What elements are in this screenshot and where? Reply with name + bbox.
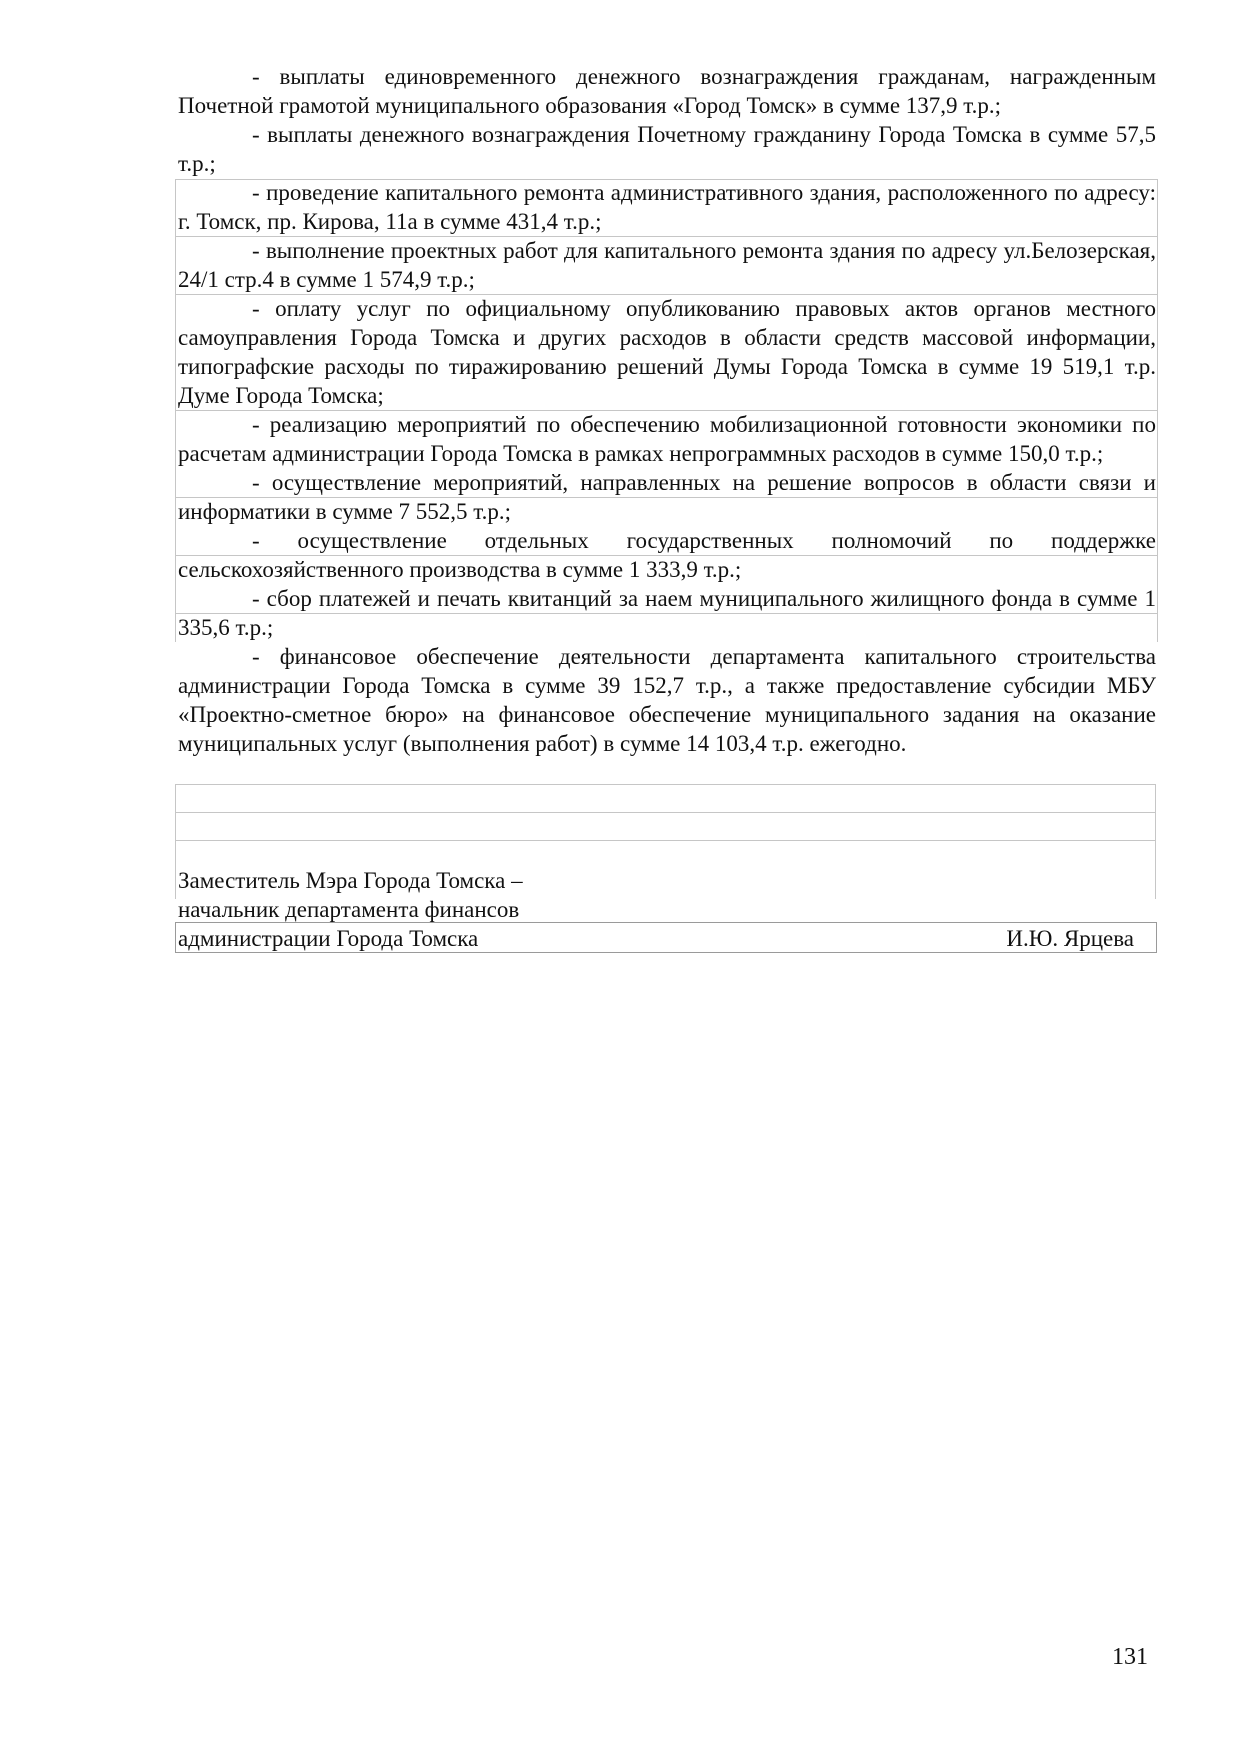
empty-row xyxy=(175,784,1156,813)
row-divider xyxy=(175,294,1158,295)
signature-line-2: начальник департамента финансов xyxy=(178,897,520,922)
paragraph-1: - выплаты единовременного денежного вознаграждения гражданам, награжденным Почетной грамотой муниципального образования «Город Томск» в сумме 137,9 т.р.; xyxy=(178,64,1156,118)
paragraph-6: - реализацию мероприятий по обеспечению мобилизационной готовности экономики по расчетам администрации Города Томска в рамках непрограммных расходов в сумме 150,0 т.р.; xyxy=(178,412,1156,466)
paragraph-7: - осуществление мероприятий, направленных на решение вопросов в области связи и информатики в сумме 7 552,5 т.р.; xyxy=(178,470,1156,524)
table-block xyxy=(178,178,1156,642)
signature-block xyxy=(178,866,1156,953)
signature-row xyxy=(178,924,1156,953)
row-divider xyxy=(175,555,1158,556)
page-number: 131 xyxy=(1112,1644,1148,1670)
paragraph-5: - оплату услуг по официальному опубликованию правовых актов органов местного самоуправления Города Томска и других расходов в области средств массовой информации, типографские расходы по тиражированию решений Думы Города Томска в сумме 19 519,1 т.р. Думе Города Томска; xyxy=(178,296,1156,408)
document-body xyxy=(178,62,1156,758)
row-divider xyxy=(175,497,1158,498)
row-divider xyxy=(175,410,1158,411)
paragraph-3: - проведение капитального ремонта административного здания, расположенного по адресу: г. Томск, пр. Кирова, 11а в сумме 431,4 т.р.; xyxy=(178,180,1156,234)
paragraph-10: - финансовое обеспечение деятельности департамента капитального строительства администрации Города Томска в сумме 39 152,7 т.р., а также предоставление субсидии МБУ «Проектно-сметное бюро» на финансовое обеспечение муниципального задания на оказание муниципальных услуг (выполнения работ) в сумме 14 103,4 т.р. ежегодно. xyxy=(178,644,1156,756)
paragraph-9: - сбор платежей и печать квитанций за наем муниципального жилищного фонда в сумме 1 335,6 т.р.; xyxy=(178,586,1156,640)
signature-line-1: Заместитель Мэра Города Томска – xyxy=(178,868,523,893)
signature-line-3: администрации Города Томска xyxy=(178,926,479,951)
paragraph-8: - осуществление отдельных государственных полномочий по поддержке сельскохозяйственного производства в сумме 1 333,9 т.р.; xyxy=(178,528,1156,582)
signatory-name: И.Ю. Ярцева xyxy=(1006,926,1134,951)
paragraph-2: - выплаты денежного вознаграждения Почетному гражданину Города Томска в сумме 57,5 т.р.; xyxy=(178,122,1156,176)
row-divider xyxy=(175,236,1158,237)
row-divider xyxy=(175,613,1158,614)
empty-row xyxy=(175,812,1156,841)
paragraph-4: - выполнение проектных работ для капитального ремонта здания по адресу ул.Белозерская, 24/1 стр.4 в сумме 1 574,9 т.р.; xyxy=(178,238,1156,292)
